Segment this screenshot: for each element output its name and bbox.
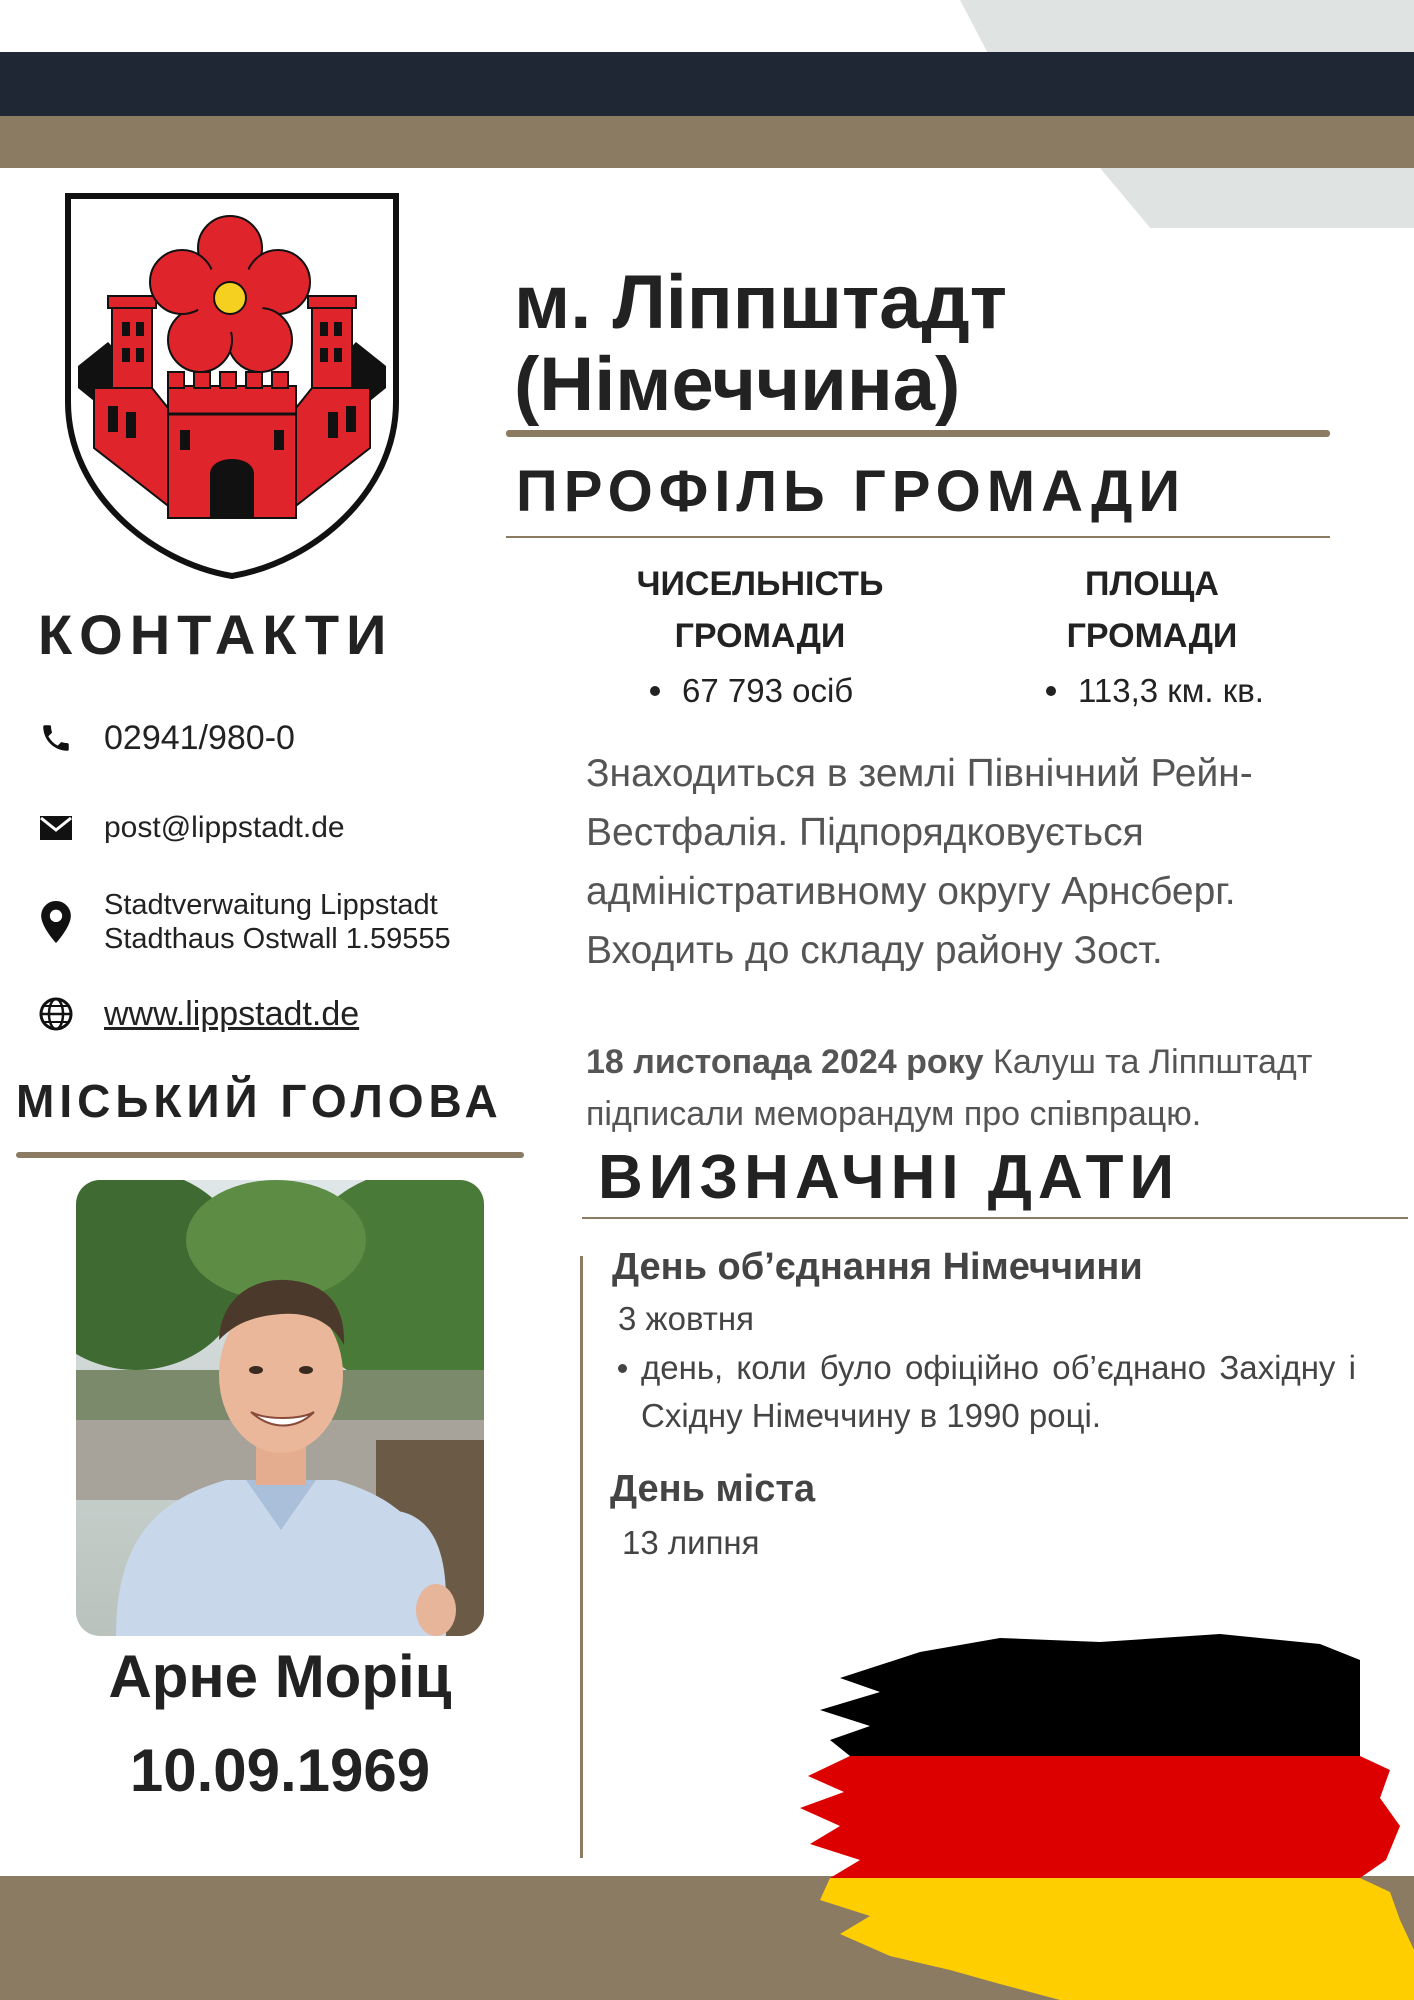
area-value-row: [1046, 672, 1264, 710]
top-dark-band: [0, 52, 1414, 116]
mayor-birth-date: 10.09.1969: [129, 1737, 431, 1804]
globe-icon: [36, 994, 76, 1034]
german-flag-image: [800, 1630, 1414, 2000]
mayor-photo: [76, 1180, 484, 1636]
bullet-icon: [1046, 686, 1056, 696]
contact-email-row: [36, 808, 345, 848]
population-label: [610, 558, 910, 662]
event-title: День об’єднання Німеччини: [612, 1246, 1143, 1288]
city-title: [514, 262, 1007, 426]
area-label-line-1: ПЛОЩА: [1085, 565, 1219, 603]
contact-address-row: [36, 888, 451, 956]
memorandum-date: 18 листопада 2024 року: [586, 1043, 984, 1081]
phone-number[interactable]: 02941/980-0: [104, 718, 295, 757]
dates-divider: [582, 1217, 1408, 1219]
event-date: 13 липня: [622, 1524, 760, 1561]
address-line-1: Stadtverwaitung Lippstadt: [104, 889, 438, 921]
population-value-row: [650, 672, 853, 710]
population-label-line-1: ЧИСЕЛЬНІСТЬ: [636, 565, 884, 603]
address-line-2: Stadthaus Ostwall 1.59555: [104, 923, 451, 955]
contact-phone-row: [36, 718, 295, 758]
event-title: День міста: [610, 1468, 816, 1510]
population-label-line-2: ГРОМАДИ: [674, 617, 846, 655]
area-label-line-2: ГРОМАДИ: [1066, 617, 1238, 655]
contact-website-row: [36, 994, 359, 1034]
title-divider: [506, 430, 1330, 437]
map-pin-icon: [36, 902, 76, 942]
coat-of-arms: [64, 192, 400, 580]
area-label: [1012, 558, 1292, 662]
website-link[interactable]: www.lippstadt.de: [104, 994, 360, 1033]
email-address[interactable]: post@lippstadt.de: [104, 811, 345, 844]
area-value: 113,3 км. кв.: [1078, 672, 1264, 709]
top-gray-accent: [1100, 168, 1414, 228]
mayor-divider: [16, 1152, 524, 1158]
population-value: 67 793 осіб: [682, 672, 854, 709]
contacts-heading: КОНТАКТИ: [38, 603, 394, 666]
dates-vertical-line: [580, 1256, 583, 1858]
mayor-heading: МІСЬКИЙ ГОЛОВА: [16, 1075, 503, 1127]
bullet-icon: [650, 686, 660, 696]
city-title-line-1: м. Ліппштадт: [514, 260, 1007, 345]
memorandum-text: [586, 1036, 1410, 1140]
memorandum-body: Калуш та Ліппштадт підписали меморандум про співпрацю.: [586, 1043, 1313, 1133]
event-description-text: день, коли було офіційно об’єднано Західну і Східну Німеччину в 1990 році.: [641, 1349, 1356, 1434]
dates-heading: ВИЗНАЧНІ ДАТИ: [598, 1143, 1181, 1212]
city-description: Знаходиться в землі Північний Рейн-Вестфалія. Підпорядковується адміністративному округу Арнсберг. Входить до складу району Зост.: [586, 752, 1253, 972]
phone-icon: [36, 718, 76, 758]
profile-divider: [506, 536, 1330, 538]
mayor-name: Арне Моріц: [108, 1643, 452, 1710]
event-date: 3 жовтня: [618, 1300, 754, 1337]
bullet-icon: [618, 1364, 627, 1373]
profile-heading: ПРОФІЛЬ ГРОМАДИ: [516, 459, 1187, 524]
event-description: [618, 1344, 1356, 1440]
top-gray-band: [960, 0, 1414, 52]
top-khaki-band: [0, 116, 1414, 168]
city-title-line-2: (Німеччина): [514, 342, 961, 427]
envelope-icon: [36, 808, 76, 848]
